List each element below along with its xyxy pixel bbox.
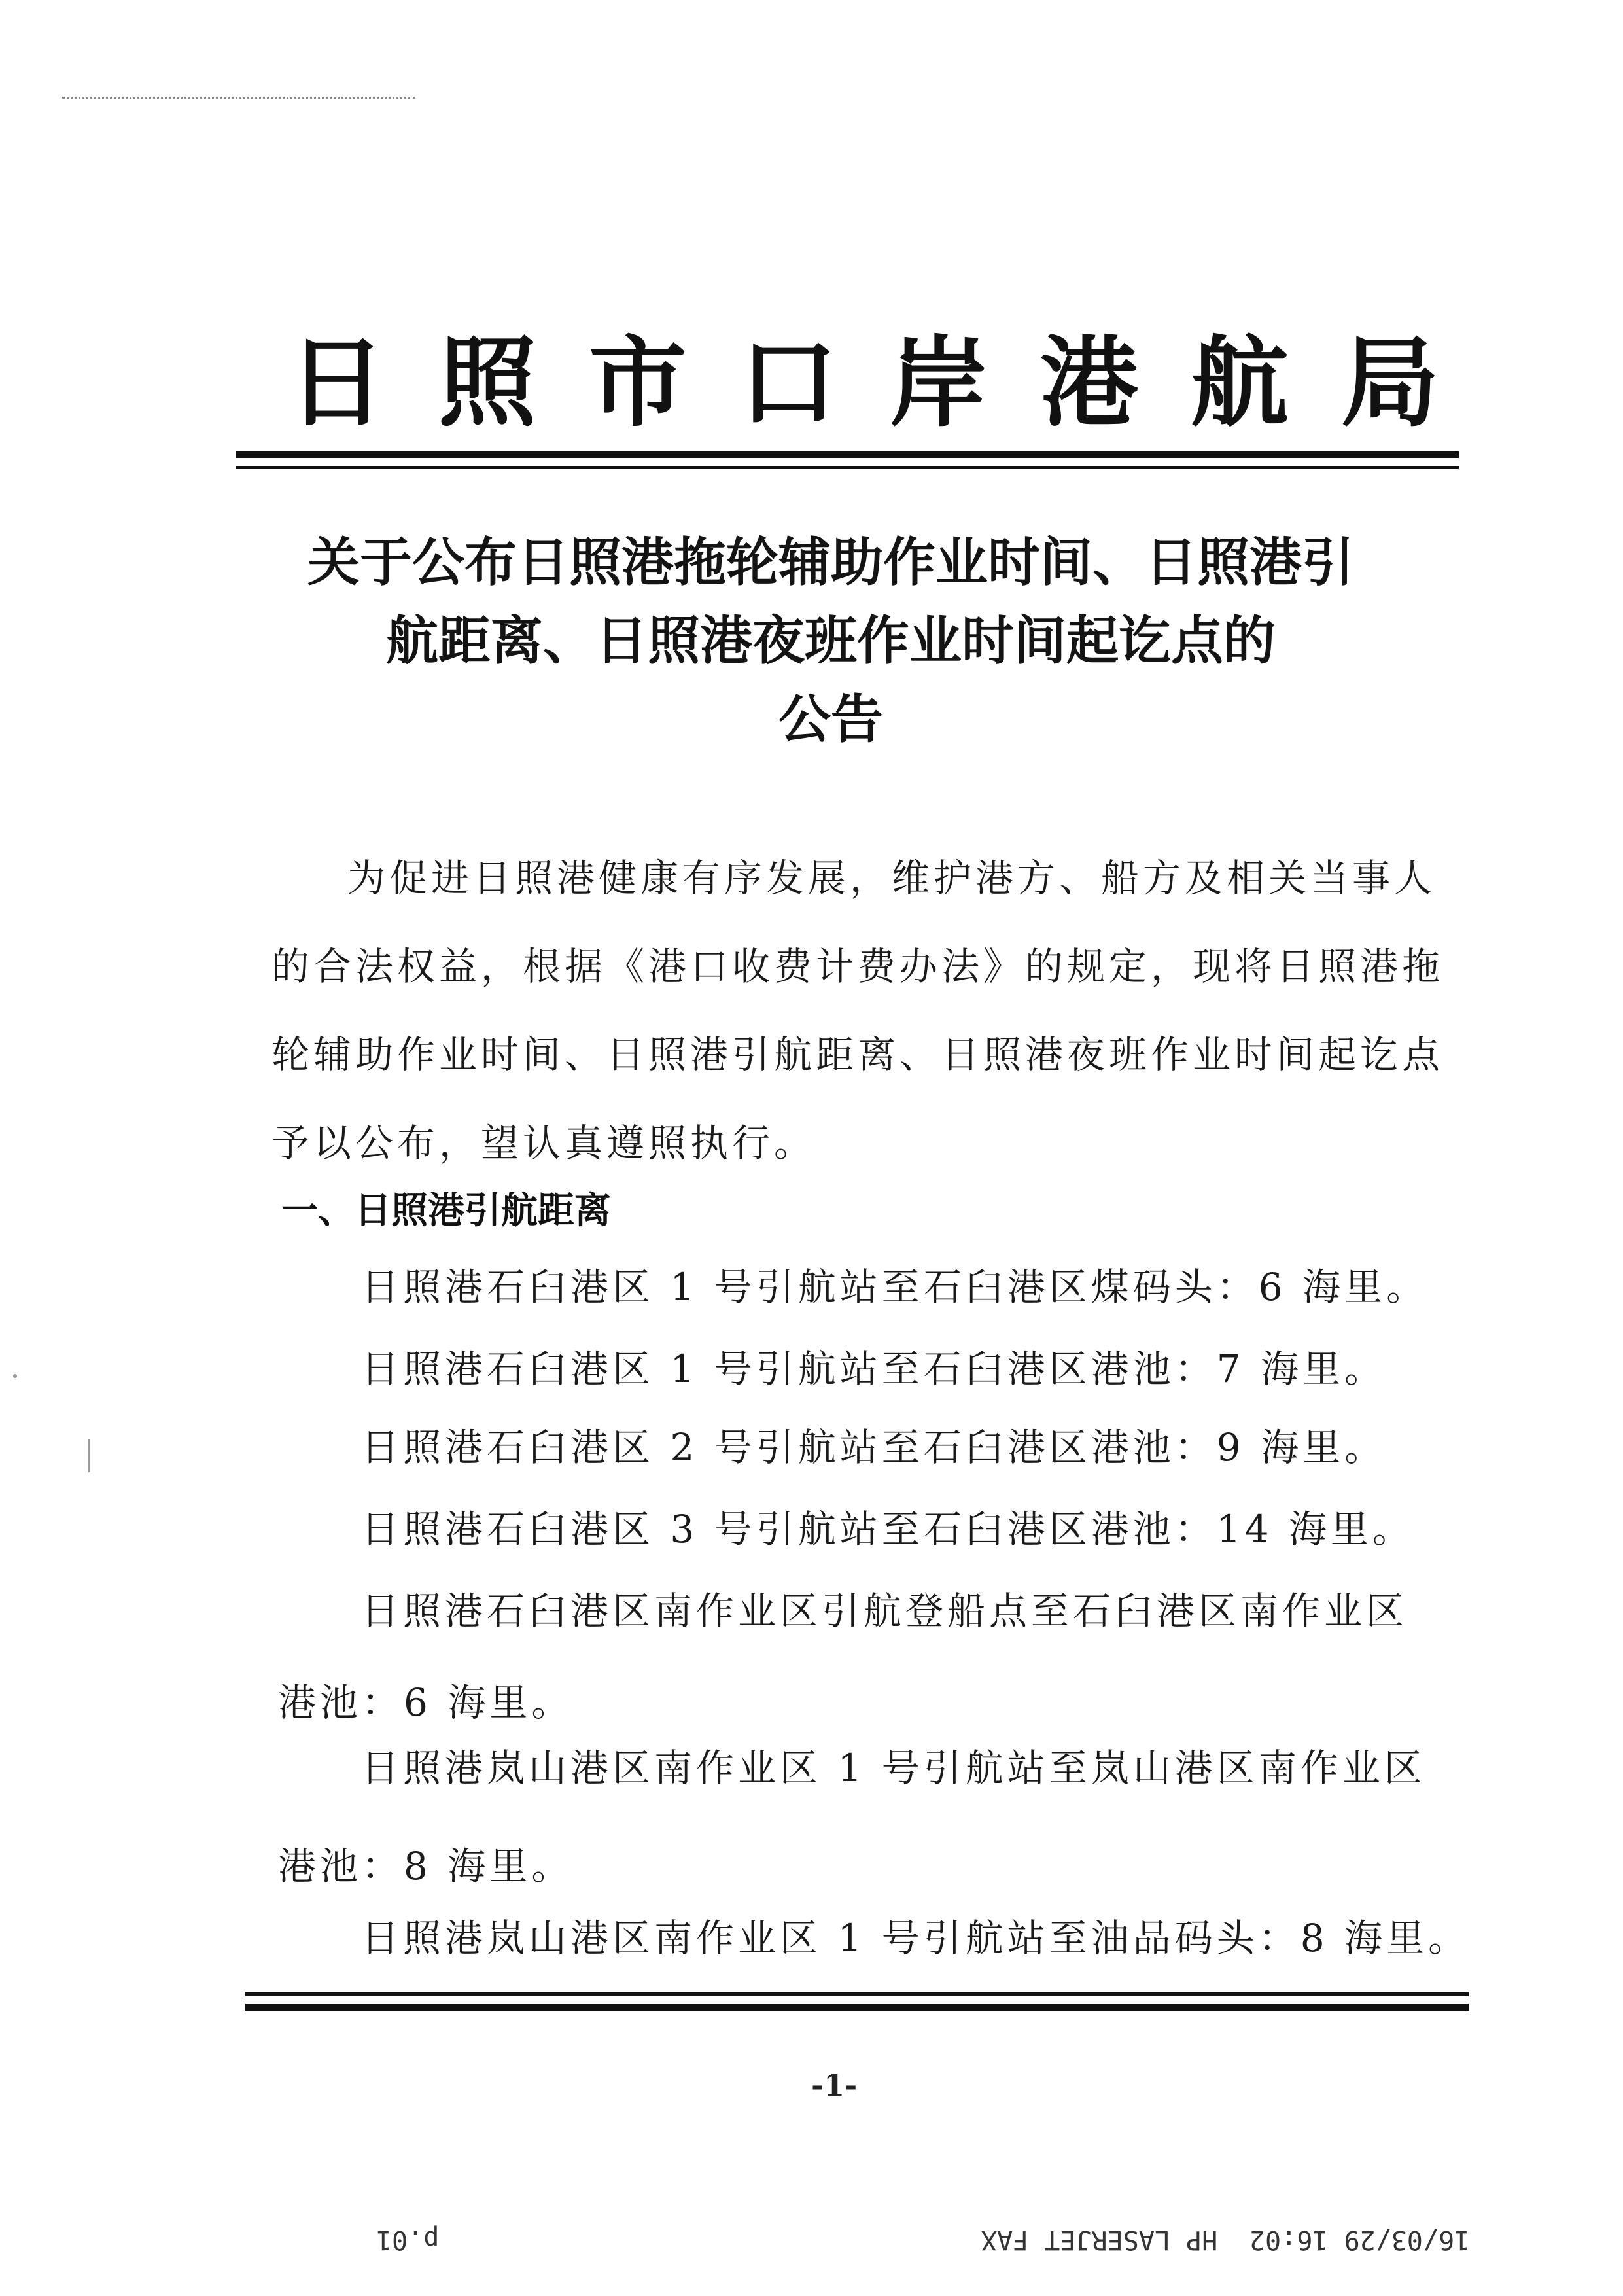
paragraph-line: 的合法权益，根据《港口收费计费办法》的规定，现将日照港拖 bbox=[271, 944, 1444, 989]
document-title bbox=[249, 523, 1413, 759]
list-item-continuation: 港池：6 海里。 bbox=[278, 1680, 574, 1725]
fax-datetime: 16/03/29 16:02 bbox=[1249, 2225, 1471, 2255]
paragraph-line: 轮辅助作业时间、日照港引航距离、日照港夜班作业时间起讫点 bbox=[271, 1033, 1444, 1077]
list-item: 日照港石臼港区 3 号引航站至石臼港区港池：14 海里。 bbox=[361, 1507, 1415, 1551]
page-number: -1- bbox=[811, 2068, 858, 2103]
header-rule-thin bbox=[236, 466, 1459, 469]
title-line: 关于公布日照港拖轮辅助作业时间、日照港引 bbox=[307, 532, 1354, 593]
scan-artifact-mark bbox=[88, 1439, 90, 1472]
scan-artifact-line bbox=[62, 97, 415, 99]
list-item: 日照港石臼港区 1 号引航站至石臼港区港池：7 海里。 bbox=[361, 1347, 1387, 1391]
letterhead-char: 局 bbox=[1340, 325, 1439, 440]
scan-artifact-dot bbox=[13, 1374, 17, 1378]
list-item: 日照港石臼港区南作业区引航登船点至石臼港区南作业区 bbox=[361, 1589, 1408, 1633]
paragraph-line: 为促进日照港健康有序发展，维护港方、船方及相关当事人 bbox=[347, 856, 1437, 900]
fax-device: HP LASERJET FAX bbox=[981, 2225, 1218, 2255]
footer-rule-thick bbox=[245, 2004, 1469, 2011]
letterhead-char: 日 bbox=[288, 325, 387, 440]
paragraph-line: 予以公布，望认真遵照执行。 bbox=[271, 1121, 816, 1165]
list-item: 日照港岚山港区南作业区 1 号引航站至油品码头：8 海里。 bbox=[361, 1916, 1471, 1960]
letterhead-char: 港 bbox=[1039, 325, 1138, 440]
letterhead-char: 航 bbox=[1190, 325, 1289, 440]
letterhead bbox=[288, 327, 1439, 438]
header-rule-thick bbox=[236, 451, 1459, 458]
title-line: 公告 bbox=[778, 689, 883, 750]
section-heading: 一、日照港引航距离 bbox=[281, 1190, 611, 1232]
fax-page: p.01 bbox=[376, 2225, 440, 2255]
intro-paragraph bbox=[271, 834, 1444, 1188]
title-line: 航距离、日照港夜班作业时间起讫点的 bbox=[386, 610, 1276, 671]
letterhead-char: 照 bbox=[438, 325, 536, 440]
letterhead-char: 市 bbox=[588, 325, 687, 440]
list-item: 日照港岚山港区南作业区 1 号引航站至岚山港区南作业区 bbox=[361, 1746, 1426, 1790]
list-item: 日照港石臼港区 1 号引航站至石臼港区煤码头：6 海里。 bbox=[361, 1265, 1429, 1309]
list-item: 日照港石臼港区 2 号引航站至石臼港区港池：9 海里。 bbox=[361, 1425, 1387, 1470]
letterhead-char: 岸 bbox=[889, 325, 988, 440]
letterhead-char: 口 bbox=[739, 325, 837, 440]
footer-rule-thin bbox=[245, 1992, 1469, 1996]
list-item-continuation: 港池：8 海里。 bbox=[278, 1844, 574, 1888]
